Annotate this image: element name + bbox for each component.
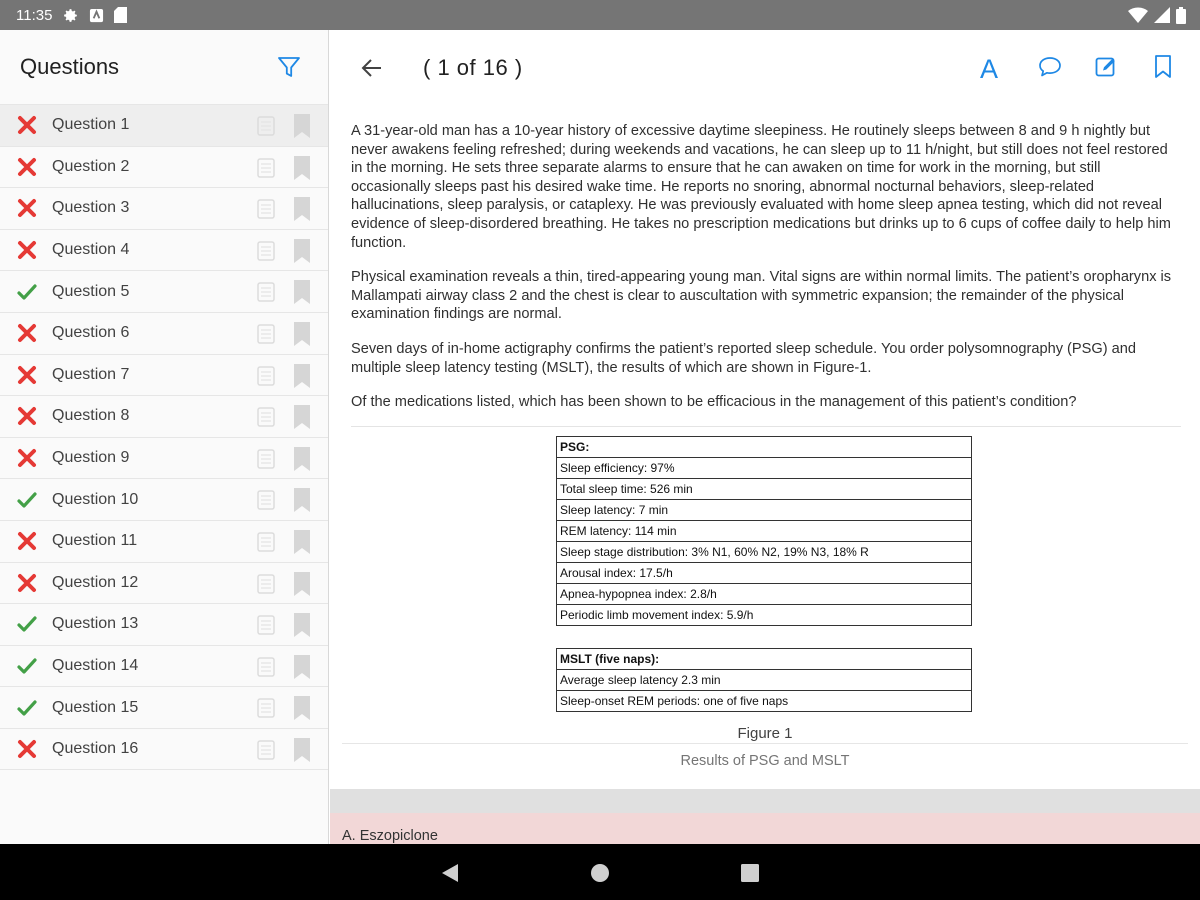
battery-icon [1176, 7, 1186, 24]
question-label: Question 1 [52, 116, 130, 134]
bookmark-icon[interactable] [292, 113, 312, 139]
note-icon[interactable] [256, 489, 276, 511]
figure-table-row [557, 458, 972, 479]
question-paragraph: Of the medications listed, which has been shown to be efficacious in the management of this patient’s condition? [351, 394, 1077, 411]
filter-icon [276, 54, 302, 80]
square-recents-icon [739, 862, 761, 884]
bookmark-icon[interactable] [292, 654, 312, 680]
note-icon[interactable] [256, 531, 276, 553]
question-label: Question 2 [52, 157, 130, 175]
system-nav-bar [0, 844, 1200, 900]
question-list-item[interactable] [0, 520, 328, 562]
question-label: Question 15 [52, 698, 139, 716]
bookmark-icon[interactable] [292, 529, 312, 555]
back-button[interactable] [358, 54, 386, 82]
sd-card-icon [114, 7, 127, 23]
psg-results-table [556, 436, 972, 626]
question-list-item[interactable] [0, 354, 328, 396]
figure-table-row [557, 437, 972, 458]
figure-table-cell: Periodic limb movement index: 5.9/h [557, 605, 972, 626]
bookmark-icon[interactable] [292, 238, 312, 264]
figure-table-cell: Apnea-hypopnea index: 2.8/h [557, 584, 972, 605]
note-icon[interactable] [256, 739, 276, 761]
nav-home-button[interactable] [589, 862, 611, 884]
x-icon [16, 197, 38, 219]
filter-button[interactable] [276, 54, 302, 80]
figure-table-row [557, 691, 972, 712]
note-icon[interactable] [256, 614, 276, 636]
check-icon [16, 613, 38, 635]
question-list-item[interactable] [0, 728, 328, 770]
font-size-button[interactable]: A [979, 53, 998, 84]
x-icon [16, 530, 38, 552]
figure-table-row [557, 670, 972, 691]
settings-icon [62, 7, 79, 24]
wifi-icon [1128, 7, 1148, 23]
comment-icon [1037, 54, 1063, 80]
bookmark-icon[interactable] [292, 487, 312, 513]
triangle-back-icon [439, 862, 461, 884]
check-icon [16, 655, 38, 677]
question-paragraph: A 31-year-old man has a 10-year history of excessive daytime sleepiness. He routinely sleeps between 8 and 9 h nightly but never awakens feeling refreshed; during weekends and vacations, he can sleep up to 11 h/night, but still does not feel restored in the morning. He sets three separate alarms to ensure that he can awaken on time for work in the morning, but still occasionally sleeps past his desired wake time. He reports no snoring, abnormal nocturnal behaviors, sleep-related hallucinations, sleep paralysis, or cataplexy. He was previously evaluated with home sleep apnea testing, which did not reveal evidence of sleep-disordered breathing. He takes no prescription medications but drinks up to 6 cups of coffee daily to help him function. [351, 123, 1171, 251]
figure-table-row [557, 563, 972, 584]
figure-table-row [557, 584, 972, 605]
question-list-item[interactable] [0, 312, 328, 354]
note-icon[interactable] [256, 240, 276, 262]
figure-table-cell: Total sleep time: 526 min [557, 479, 972, 500]
edit-note-icon [1093, 54, 1119, 80]
figure-table-cell: Sleep stage distribution: 3% N1, 60% N2, 19% N3, 18% R [557, 542, 972, 563]
figure-table-cell: Average sleep latency 2.3 min [557, 670, 972, 691]
x-icon [16, 322, 38, 344]
bookmark-icon[interactable] [292, 363, 312, 389]
sidebar-title: Questions [20, 54, 120, 79]
x-icon [16, 239, 38, 261]
figure-divider [342, 743, 1188, 744]
bookmark-icon[interactable] [292, 737, 312, 763]
note-icon[interactable] [256, 157, 276, 179]
bookmark-icon[interactable] [292, 571, 312, 597]
status-time: 11:35 [16, 6, 53, 24]
app-notification-icon [89, 8, 104, 23]
answer-option-a[interactable] [330, 813, 1200, 844]
figure-table-cell: Sleep latency: 7 min [557, 500, 972, 521]
x-icon [16, 447, 38, 469]
note-icon[interactable] [256, 656, 276, 678]
bookmark-icon[interactable] [292, 612, 312, 638]
notes-button[interactable] [1091, 52, 1121, 82]
question-label: Question 14 [52, 657, 139, 675]
figure-caption: Results of PSG and MSLT [680, 753, 850, 769]
figure-table-cell: Arousal index: 17.5/h [557, 563, 972, 584]
bookmark-icon[interactable] [292, 404, 312, 430]
bookmark-icon [1152, 54, 1174, 80]
figure-table-row [557, 479, 972, 500]
question-list-item[interactable] [0, 395, 328, 437]
question-list-item[interactable] [0, 104, 328, 146]
x-icon [16, 156, 38, 178]
note-icon[interactable] [256, 198, 276, 220]
question-list-item[interactable] [0, 187, 328, 229]
question-header [330, 30, 1200, 104]
note-icon[interactable] [256, 281, 276, 303]
question-stem [351, 122, 1181, 412]
question-paragraph: Physical examination reveals a thin, tired-appearing young man. Vital signs are within normal limits. The patient’s oropharynx is Mallampati airway class 2 and the chest is clear to auscultation with symmetric expansion; the remainder of the physical examination findings are normal. [351, 269, 1172, 323]
answer-separator [330, 789, 1200, 813]
bookmark-icon[interactable] [292, 279, 312, 305]
check-icon [16, 281, 38, 303]
x-icon [16, 364, 38, 386]
question-label: Question 5 [52, 282, 130, 300]
bookmark-icon[interactable] [292, 196, 312, 222]
check-icon [16, 697, 38, 719]
x-icon [16, 114, 38, 136]
question-label: Question 11 [52, 532, 138, 550]
note-icon[interactable] [256, 323, 276, 345]
note-icon[interactable] [256, 365, 276, 387]
bookmark-icon[interactable] [292, 446, 312, 472]
nav-back-button[interactable] [439, 862, 461, 884]
question-list-item[interactable] [0, 478, 328, 520]
question-label: Question 8 [52, 407, 130, 425]
question-label: Question 10 [52, 490, 139, 508]
x-icon [16, 572, 38, 594]
note-icon[interactable] [256, 697, 276, 719]
question-label: Question 4 [52, 241, 130, 259]
question-list-item[interactable] [0, 146, 328, 188]
stem-divider [351, 426, 1181, 427]
note-icon[interactable] [256, 573, 276, 595]
figure-table-row [557, 521, 972, 542]
questions-sidebar [0, 30, 329, 844]
question-pane [330, 30, 1200, 844]
figure-table-header: PSG: [557, 437, 972, 458]
figure-table-cell: Sleep efficiency: 97% [557, 458, 972, 479]
question-label: Question 12 [52, 573, 139, 591]
question-counter: ( 1 of 16 ) [423, 55, 523, 80]
bookmark-button[interactable] [1148, 52, 1178, 82]
x-icon [16, 738, 38, 760]
figure-table-cell: Sleep-onset REM periods: one of five naps [557, 691, 972, 712]
bookmark-icon[interactable] [292, 695, 312, 721]
nav-recents-button[interactable] [739, 862, 761, 884]
figure-table-row [557, 605, 972, 626]
figure-table-row [557, 500, 972, 521]
answer-option-a-label: A. Eszopiclone [342, 828, 438, 844]
question-list-item[interactable] [0, 270, 328, 312]
question-label: Question 16 [52, 739, 139, 757]
x-icon [16, 405, 38, 427]
question-paragraph: Seven days of in-home actigraphy confirms the patient’s reported sleep schedule. You order polysomnography (PSG) and multiple sleep latency testing (MSLT), the results of which are shown in Figure-1. [351, 340, 1137, 376]
question-label: Question 13 [52, 615, 139, 633]
status-bar [0, 0, 1200, 30]
figure-table-cell: REM latency: 114 min [557, 521, 972, 542]
comment-button[interactable] [1035, 52, 1065, 82]
figure-table-row [557, 649, 972, 670]
cell-signal-icon [1154, 7, 1170, 23]
question-list-item[interactable] [0, 603, 328, 645]
note-icon[interactable] [256, 115, 276, 137]
question-list-item[interactable] [0, 686, 328, 728]
question-label: Question 6 [52, 324, 130, 342]
question-list-item[interactable] [0, 562, 328, 604]
bookmark-icon[interactable] [292, 155, 312, 181]
question-label: Question 7 [52, 365, 130, 383]
sidebar-header [0, 30, 328, 104]
question-list-item[interactable] [0, 645, 328, 687]
figure-table-row [557, 542, 972, 563]
figure-table-header: MSLT (five naps): [557, 649, 972, 670]
note-icon[interactable] [256, 448, 276, 470]
note-icon[interactable] [256, 406, 276, 428]
arrow-left-icon [358, 54, 386, 82]
circle-home-icon [589, 862, 611, 884]
question-label: Question 3 [52, 199, 130, 217]
question-label: Question 9 [52, 449, 130, 467]
mslt-results-table [556, 648, 972, 712]
bookmark-icon[interactable] [292, 321, 312, 347]
check-icon [16, 489, 38, 511]
question-content [351, 122, 1181, 427]
question-list-item[interactable] [0, 229, 328, 271]
figure-title: Figure 1 [737, 725, 793, 742]
question-list-item[interactable] [0, 437, 328, 479]
question-list [0, 104, 328, 770]
